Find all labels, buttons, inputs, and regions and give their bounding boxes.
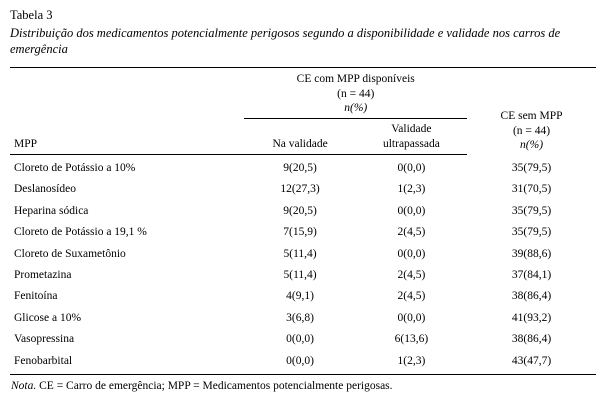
cell-mpp: Prometazina bbox=[14, 269, 72, 282]
cell-mpp: Cloreto de Potássio a 19,1 % bbox=[14, 226, 147, 239]
table-row bbox=[10, 201, 596, 222]
cell-validade-ultrapassada: 1(2,3) bbox=[397, 354, 426, 367]
cell-na-validade: 9(20,5) bbox=[283, 204, 317, 217]
cell-validade-ultrapassada: 0(0,0) bbox=[397, 162, 426, 174]
last-col-header-line3: n(%) bbox=[520, 139, 544, 152]
cell-sem-mpp: 43(47,7) bbox=[511, 354, 552, 367]
column-header-validade-line2: ultrapassada bbox=[382, 137, 440, 150]
cell-mpp: Cloreto de Potássio a 10% bbox=[14, 162, 136, 174]
cell-sem-mpp: 39(88,6) bbox=[511, 247, 552, 260]
group-header-spacer bbox=[10, 68, 244, 117]
cell-validade-ultrapassada: 2(4,5) bbox=[397, 226, 426, 239]
table-row bbox=[10, 265, 596, 286]
column-header-mpp: MPP bbox=[10, 119, 244, 155]
cell-sem-mpp: 41(93,2) bbox=[511, 311, 552, 324]
cell-sem-mpp: 31(70,5) bbox=[511, 183, 552, 196]
cell-na-validade: 0(0,0) bbox=[286, 333, 314, 346]
cell-sem-mpp: 38(86,4) bbox=[511, 333, 552, 346]
table-head bbox=[10, 68, 596, 155]
cell-sem-mpp: 35(79,5) bbox=[511, 204, 552, 217]
cell-na-validade: 9(20,5) bbox=[283, 162, 317, 174]
cell-na-validade: 5(11,4) bbox=[283, 269, 317, 282]
table-row bbox=[10, 222, 596, 243]
column-header-na-validade: Na validade bbox=[244, 119, 355, 155]
table-row bbox=[10, 155, 596, 180]
cell-mpp: Cloreto de Suxametônio bbox=[14, 247, 126, 260]
group-header-row bbox=[10, 68, 596, 117]
cell-mpp: Glicose a 10% bbox=[14, 311, 82, 324]
cell-sem-mpp: 37(84,1) bbox=[511, 269, 552, 282]
group-header-mpp-available bbox=[244, 68, 467, 117]
cell-validade-ultrapassada: 0(0,0) bbox=[397, 204, 426, 217]
cell-validade-ultrapassada: 2(4,5) bbox=[397, 269, 426, 282]
cell-na-validade: 7(15,9) bbox=[283, 226, 317, 239]
cell-sem-mpp: 38(86,4) bbox=[511, 290, 552, 303]
note-text: CE = Carro de emergência; MPP = Medicamentos potencialmente perigosas. bbox=[39, 379, 393, 392]
cell-mpp: Deslanosídeo bbox=[14, 183, 76, 196]
cell-validade-ultrapassada: 6(13,6) bbox=[394, 333, 429, 346]
cell-sem-mpp: 35(79,5) bbox=[511, 226, 552, 239]
cell-na-validade: 5(11,4) bbox=[283, 247, 317, 260]
table-row bbox=[10, 244, 596, 265]
cell-mpp: Heparina sódica bbox=[14, 204, 89, 217]
cell-mpp: Fenobarbital bbox=[14, 354, 73, 367]
cell-na-validade: 0(0,0) bbox=[286, 354, 314, 367]
cell-validade-ultrapassada: 0(0,0) bbox=[397, 247, 426, 260]
cell-na-validade: 12(27,3) bbox=[280, 183, 320, 196]
group-header-mpp-absent bbox=[467, 68, 596, 154]
data-table bbox=[10, 67, 596, 375]
table-row bbox=[10, 308, 596, 329]
group-header-line1: CE com MPP disponíveis bbox=[296, 73, 415, 86]
group-header-line3: n(%) bbox=[344, 101, 368, 114]
note-label: Nota. bbox=[11, 379, 37, 392]
cell-validade-ultrapassada: 1(2,3) bbox=[397, 183, 426, 196]
cell-na-validade: 3(6,8) bbox=[286, 311, 314, 324]
table-row bbox=[10, 286, 596, 307]
last-col-header-line2: (n = 44) bbox=[512, 124, 551, 137]
group-header-line2: (n = 44) bbox=[337, 87, 375, 100]
cell-validade-ultrapassada: 2(4,5) bbox=[397, 290, 426, 303]
cell-sem-mpp: 35(79,5) bbox=[511, 162, 552, 174]
table-row bbox=[10, 179, 596, 200]
table-row bbox=[10, 351, 596, 375]
cell-mpp: Vasopressina bbox=[14, 333, 75, 346]
cell-na-validade: 4(9,1) bbox=[286, 290, 314, 303]
table-caption: Distribuição dos medicamentos potencialmente perigosos segundo a disponibilidade e validade nos carros de emergência bbox=[10, 25, 561, 56]
table-note bbox=[10, 375, 596, 394]
last-col-header-line1: CE sem MPP bbox=[500, 110, 563, 123]
table-row bbox=[10, 329, 596, 350]
table-body bbox=[10, 155, 596, 375]
table-number: Tabela 3 bbox=[10, 8, 53, 22]
column-header-validade-ultrapassada bbox=[356, 119, 467, 155]
cell-mpp: Fenitoína bbox=[14, 290, 58, 303]
cell-validade-ultrapassada: 0(0,0) bbox=[397, 311, 426, 324]
column-header-validade-line1: Validade bbox=[391, 123, 432, 136]
